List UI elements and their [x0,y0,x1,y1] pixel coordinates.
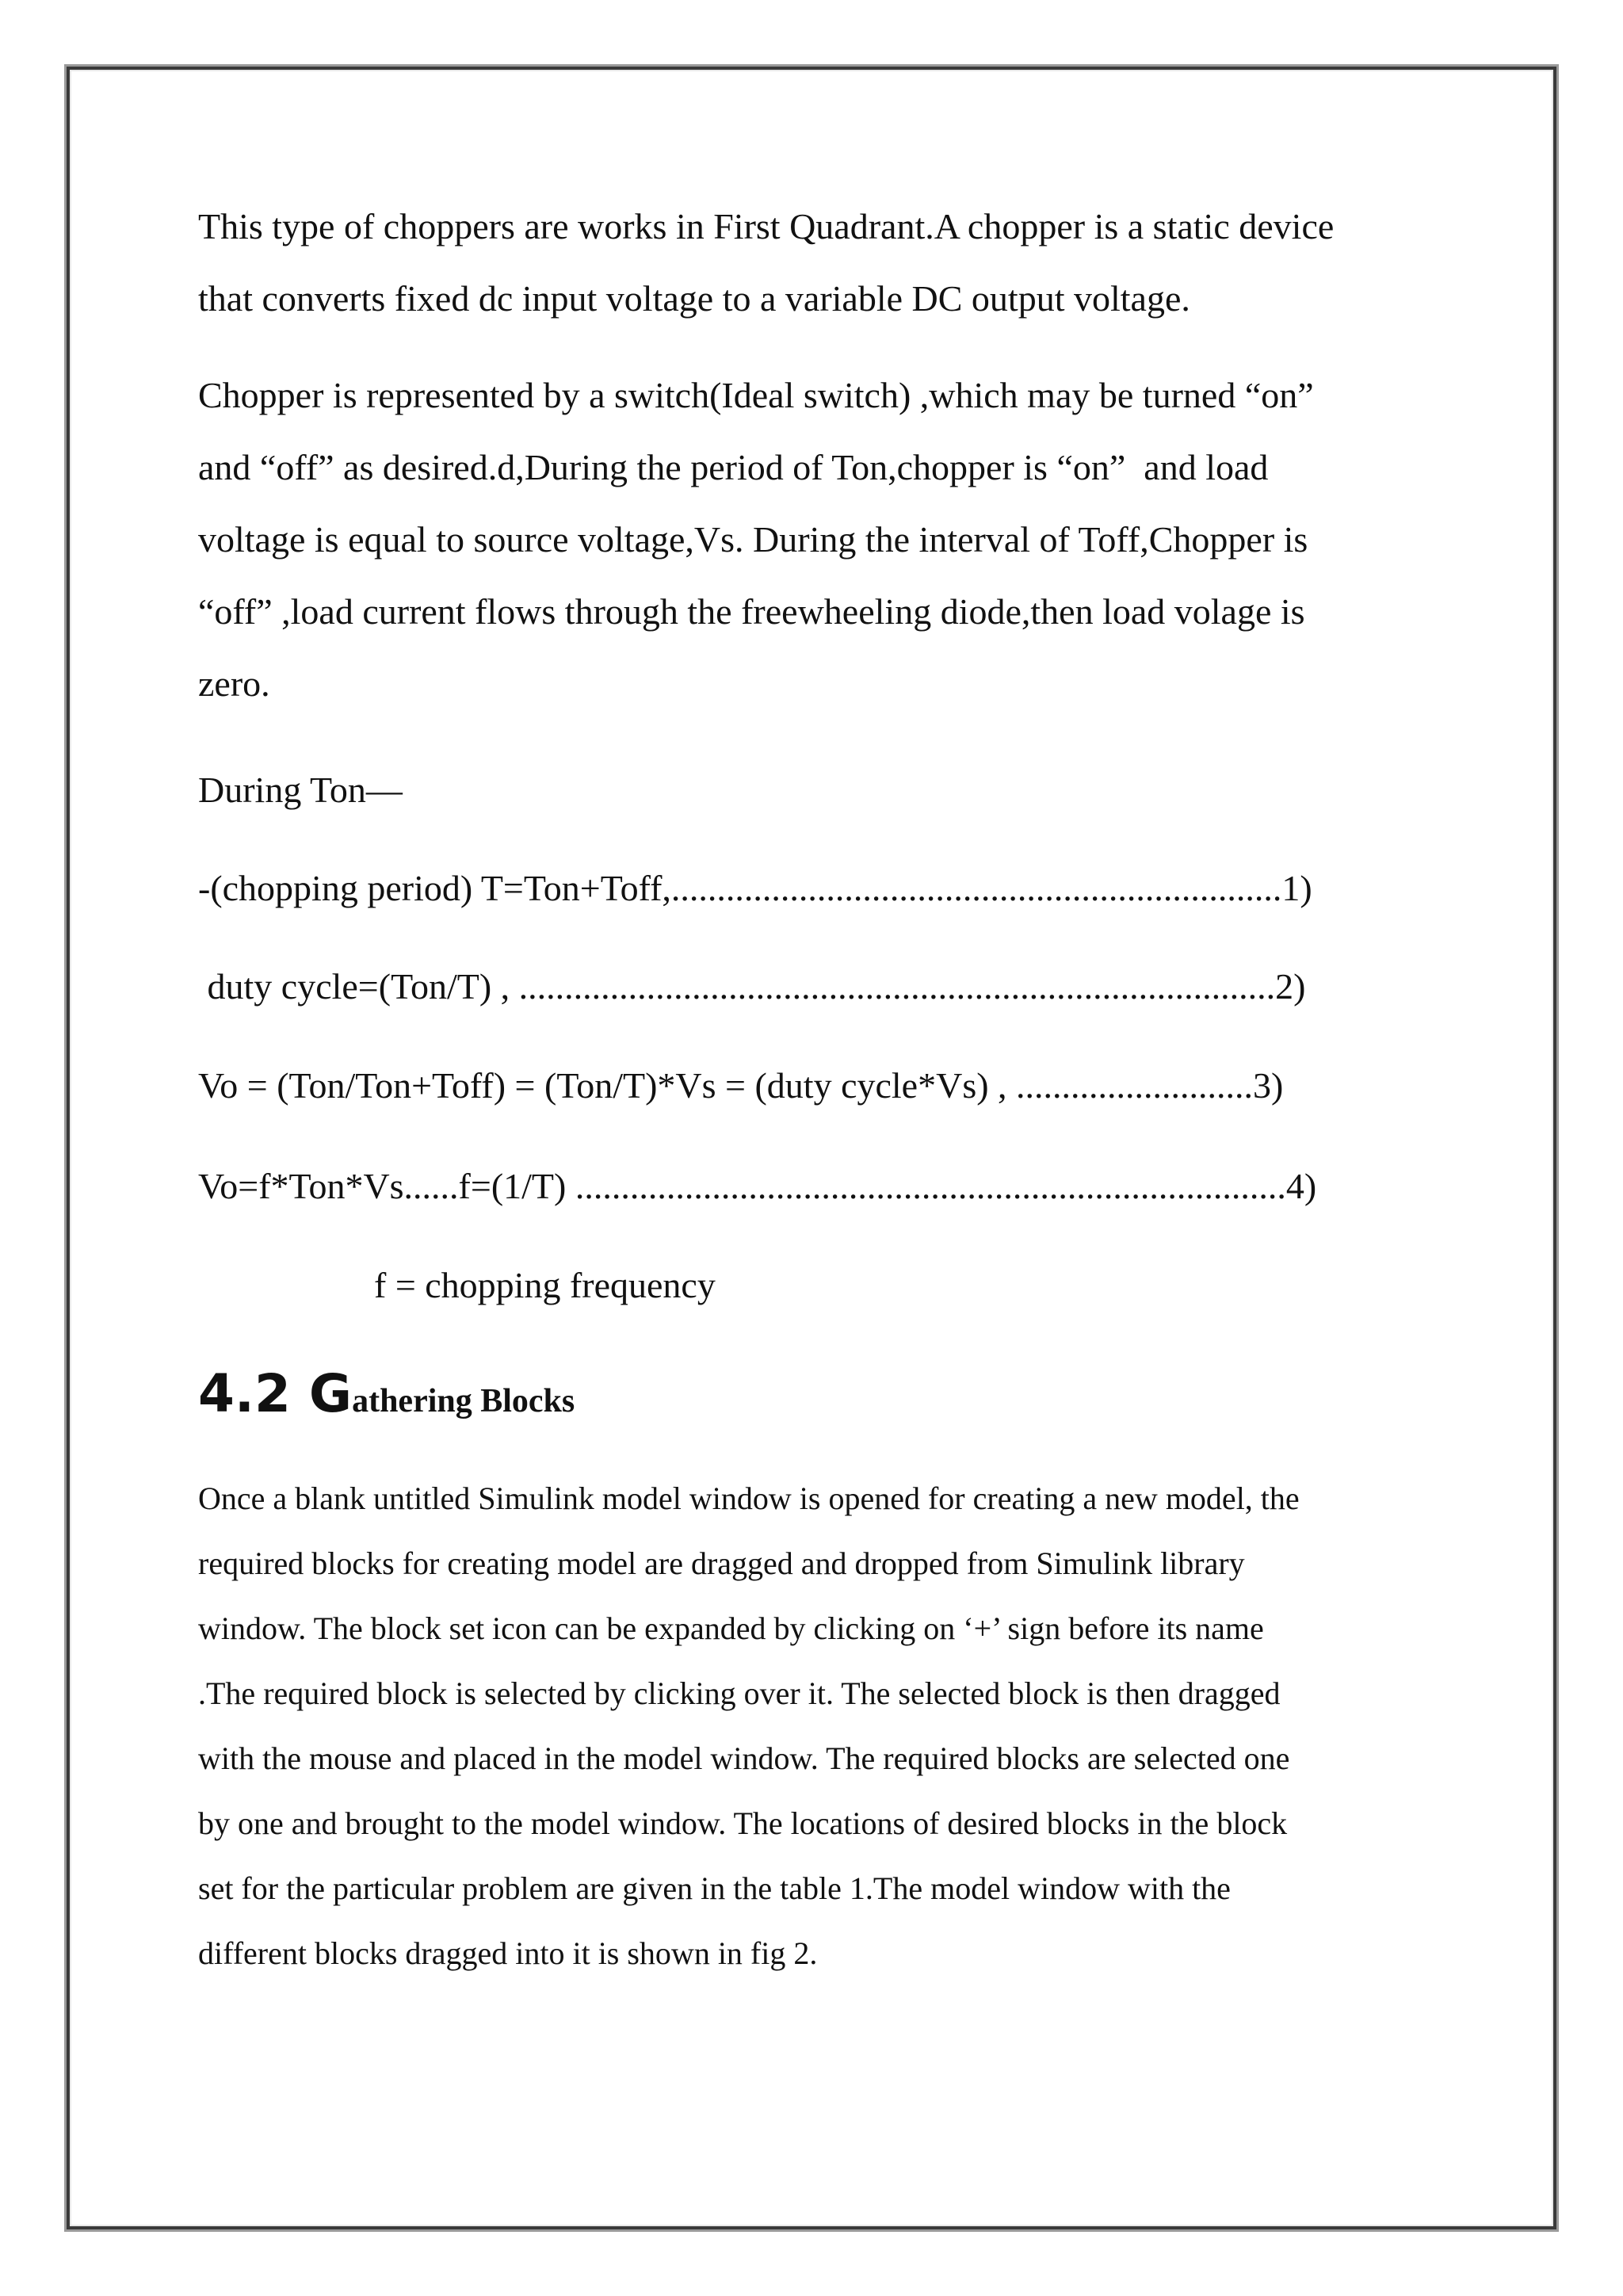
paragraph-quadrant: This type of choppers are works in First Quadrant.A chopper is a static device that converts fixed dc input voltage to a variable DC output voltage. [198,206,1335,319]
equation-1: -(chopping period) T=Ton+Toff,...................................................................1) [198,868,1312,908]
section-title: athering Blocks [352,1383,575,1419]
equation-2: duty cycle=(Ton/T) , ...................................................................................2) [198,966,1306,1007]
frequency-definition: f = chopping frequency [374,1265,716,1305]
section-body: Once a blank untitled Simulink model window is opened for creating a new model, the required blocks for creating model are dragged and dropped from Simulink library window. The block set icon can be expanded by clicking on ‘+’ sign before its name .The required block is selected by clicking over it. The selected block is then dragged with the mouse and placed in the model window. The required blocks are selected one by one and brought to the model window. The locations of desired blocks in the block set for the particular problem are given in the table 1.The model window with the different blocks dragged into it is shown in fig 2. [198,1480,1300,1971]
section-heading [198,1363,575,1424]
equation-4: Vo=f*Ton*Vs......f=(1/T) ..............................................................................4) [198,1166,1317,1206]
equation-3: Vo = (Ton/Ton+Toff) = (Ton/T)*Vs = (duty cycle*Vs) , ..........................3) [198,1065,1284,1106]
during-ton-label: During Ton— [198,770,403,810]
section-number: 4.2 G [198,1363,353,1424]
paragraph-chopper-switch: Chopper is represented by a switch(Ideal switch) ,which may be turned “on” and “off” as desired.d,During the period of Ton,chopper is “on” and load voltage is equal to source voltage,Vs. During the interval of Toff,Chopper is “off” ,load current flows through the freewheeling diode,then load volage is zero. [198,375,1314,704]
